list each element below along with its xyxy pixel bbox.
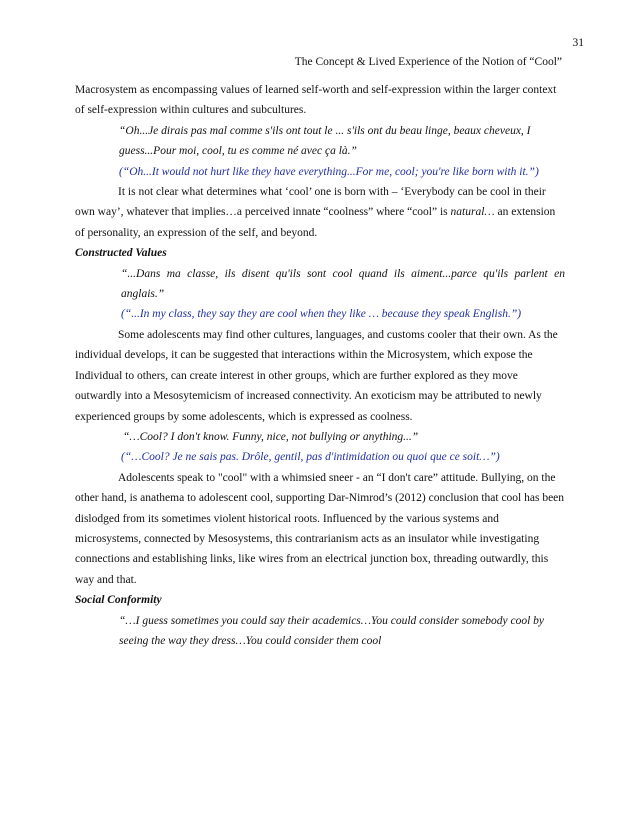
paragraph-innate-coolness-start: It is not clear what determines what ‘cool’ one is born with – ‘Everybody can be cool in their own way’, whatever that implies…a perceived innate “coolness” where “cool” is xyxy=(75,186,546,219)
page-number: 31 xyxy=(572,37,584,49)
quote-french-class: “...Dans ma classe, ils disent qu'ils sont cool quand ils aiment...parce qu'ils parlent en anglais.” xyxy=(121,267,565,301)
document-body xyxy=(75,80,565,651)
quote-french-born-cool: “Oh...Je dirais pas mal comme s'ils ont tout le ... s'ils ont du beau linge, beaux cheveux, I guess...Pour moi, cool, tu es comme né avec ça là.” xyxy=(119,124,531,158)
section-heading-social-conformity: Social Conformity xyxy=(75,594,162,607)
paragraph-bullying: Adolescents speak to "cool" with a whimsied sneer - an “I don't care” attitude. Bullying, on the other hand, is anathema to adolescent cool, supporting Dar-Nimrod’s (2012) conclusion that cool has been dislodged from its sometimes violent historical roots. Influenced by the various systems and microsystems, connected by Mesosystems, this contrarianism acts as an insulator while investigating connections and establishing links, like wires from an electrical junction box, threading outwardly, this way and that. xyxy=(75,471,565,586)
paragraph-innate-coolness xyxy=(75,182,565,243)
section-heading-constructed-values: Constructed Values xyxy=(75,247,167,260)
emphasis-natural: natural… xyxy=(450,206,495,219)
paragraph-cultures: Some adolescents may find other cultures, languages, and customs cooler that their own. As the individual develops, it can be suggested that interactions within the Microsystem, which expose the Individual to others, can create interest in other groups, which are further explored as they move outwardly into a Mesosytemicism of increased connectivity. An exoticism may be attributed to newly experienced groups by some adolescents, which is expressed as coolness. xyxy=(75,328,558,423)
paragraph-macrosystem: Macrosystem as encompassing values of learned self-worth and self-expression within the larger context of self-expression within cultures and subcultures. xyxy=(75,84,557,117)
quote-translation-funny-nice: (“…Cool? Je ne sais pas. Drôle, gentil, pas d'intimidation ou quoi que ce soit…”) xyxy=(121,451,500,464)
quote-translation-born-cool: (“Oh...It would not hurt like they have everything...For me, cool; you're like born with it.”) xyxy=(119,165,539,178)
paragraph-innate-coolness-end: an extension of personality, an expression of the self, and beyond. xyxy=(75,206,556,239)
running-head: The Concept & Lived Experience of the Notion of “Cool” xyxy=(294,56,562,68)
quote-translation-class: (“...In my class, they say they are cool when they like … because they speak English.”) xyxy=(121,308,522,321)
quote-english-funny-nice: “…Cool? I don't know. Funny, nice, not bullying or anything...” xyxy=(123,430,419,443)
quote-academics-dress: “…I guess sometimes you could say their academics…You could consider somebody cool by seeing the way they dress…You could consider them cool xyxy=(119,614,545,647)
